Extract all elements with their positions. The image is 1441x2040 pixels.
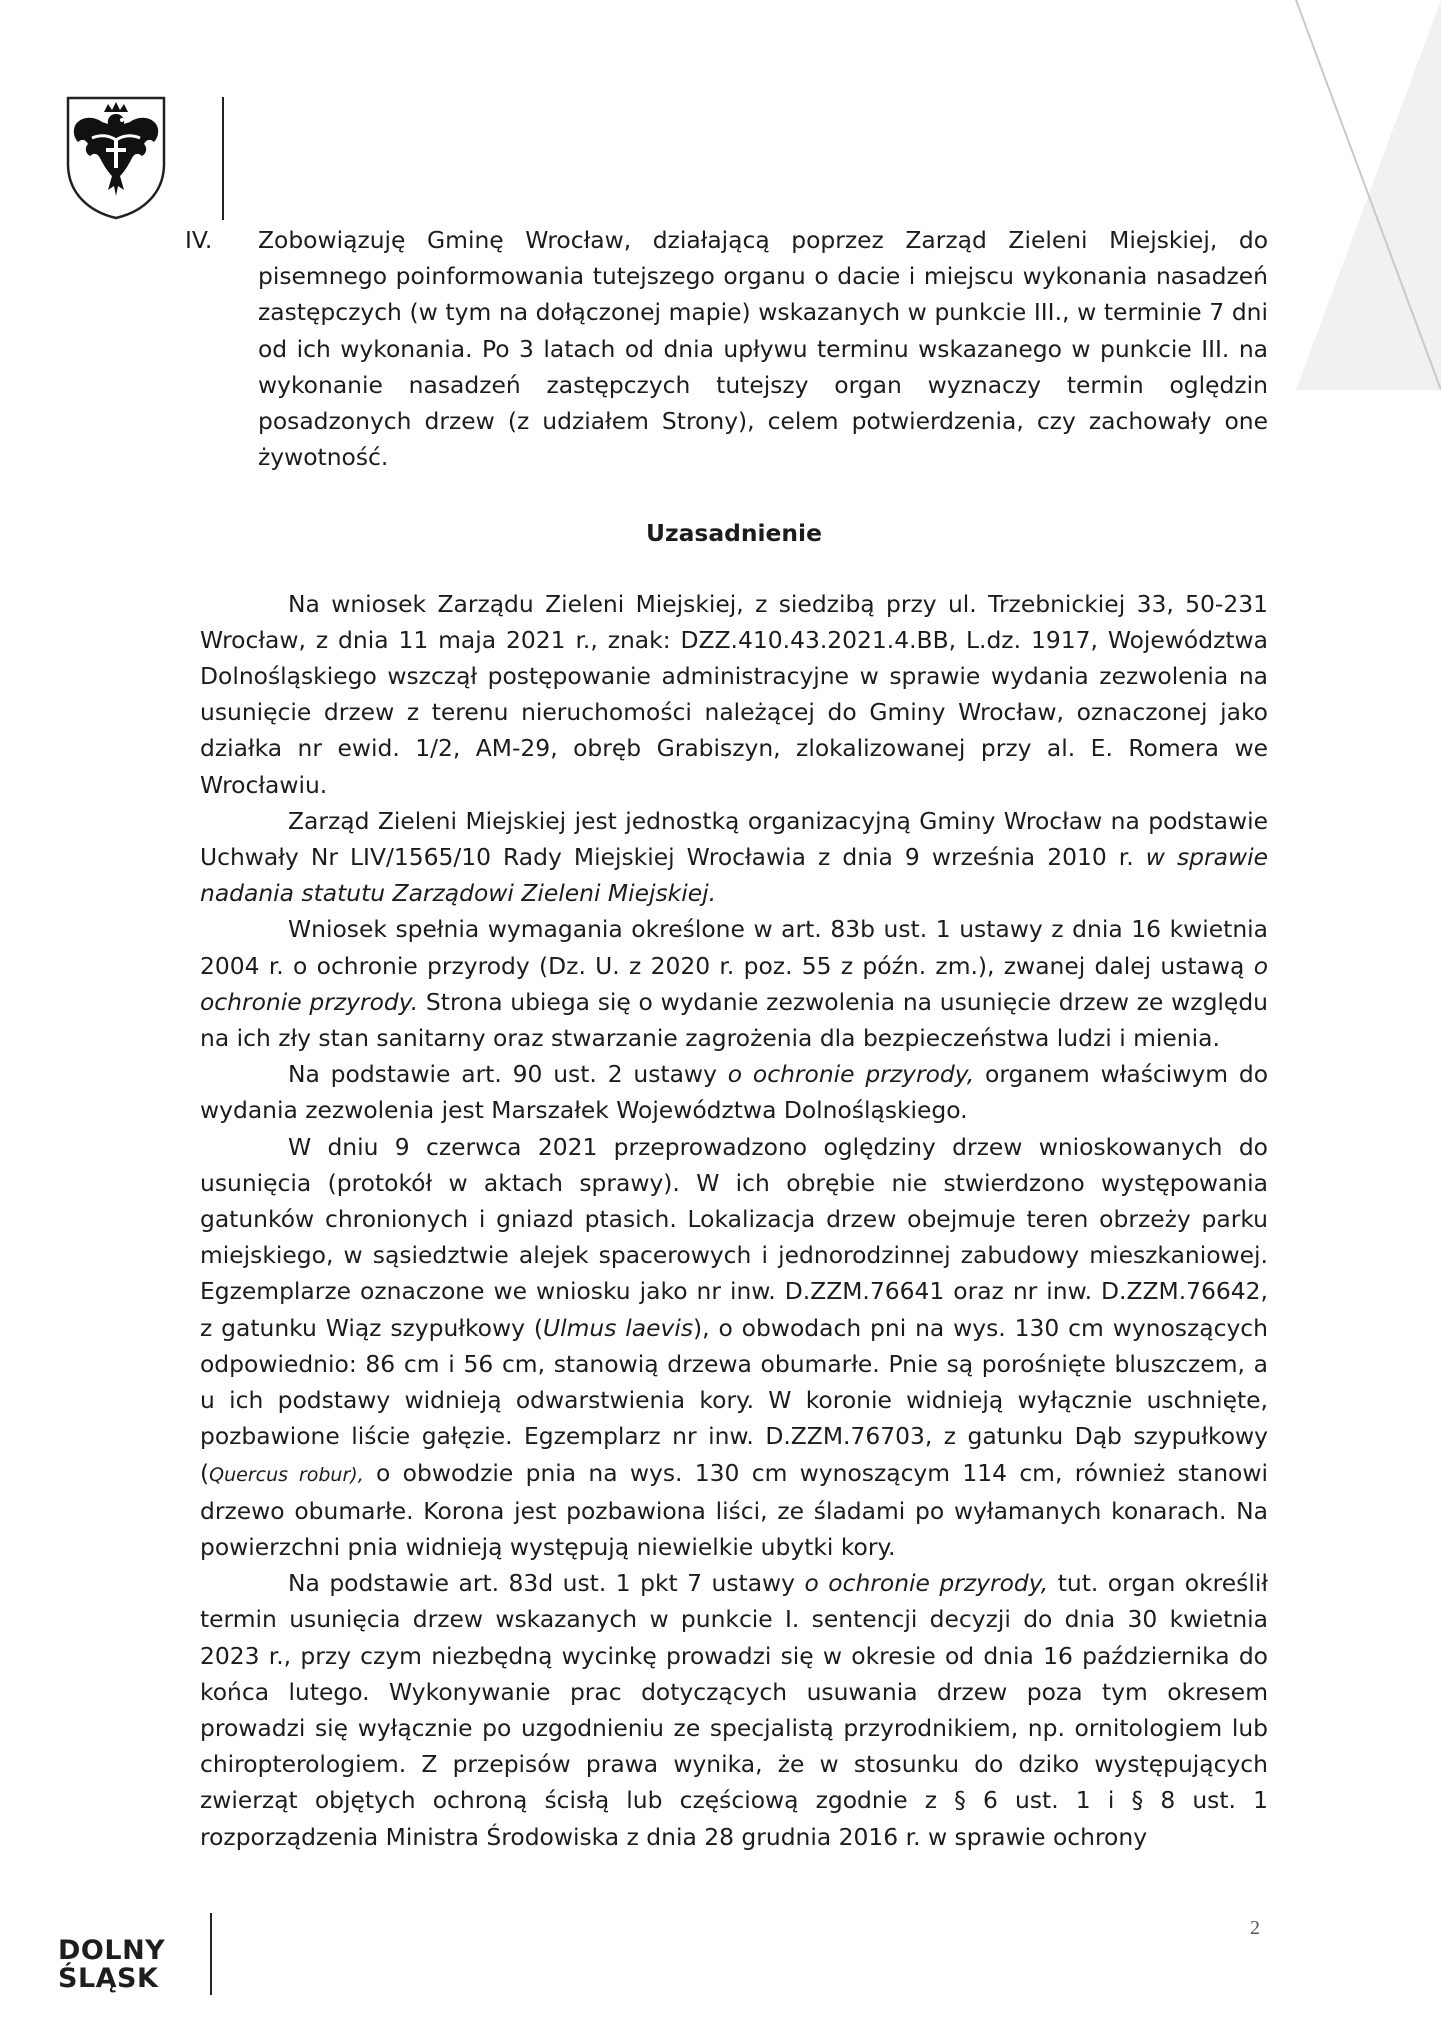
paragraph-5-text-e: o obwodzie pnia na wys. 130 cm wynoszącym 114 cm, również stanowi drzewo obumarłe. Korona jest pozbawiona liści, ze śladami po wyłamanych konarach. Na powierzchni pnia widnieją występują niewielkie ubytki kory. <box>200 1458 1269 1561</box>
paragraph-5-text-a: W dniu 9 czerwca 2021 przeprowadzono oględziny drzew wnioskowanych do usunięcia (protokół w aktach sprawy). W ich obrębie nie stwierdzono występowania gatunków chronionych i gniazd ptasich. Lokalizacja drzew obejmuje teren obrzeży parku miejskiego, w sąsiedztwie alejek spacerowych i jednorodzinnej zabudowy mieszkaniowej. Egzemplarze oznaczone we wniosku jako nr inw. D.ZZM.76641 oraz nr inw. D.ZZM.76642, z gatunku Wiąz szypułkowy ( <box>200 1132 1268 1342</box>
paragraph-1 <box>200 586 1268 803</box>
section-number: IV. <box>185 226 213 254</box>
paragraph-5 <box>200 1129 1268 1565</box>
paragraph-5-italic-ulmus: Ulmus laevis <box>542 1313 694 1342</box>
paragraph-2-italic: w sprawie nadania statutu Zarządowi Zieleni Miejskiej. <box>200 843 1268 908</box>
paragraph-4 <box>200 1056 1268 1128</box>
page-fold-edge <box>1251 0 1441 390</box>
section-iv-text: Zobowiązuję Gminę Wrocław, działającą poprzez Zarząd Zieleni Miejskiej, do pisemnego poinformowania tutejszego organu o dacie i miejscu wykonania nasadzeń zastępczych (w tym na dołączonej mapie) wskazanych w punkcie III., w terminie 7 dni od ich wykonania. Po 3 latach od dnia upływu terminu wskazanego w punkcie III. na wykonanie nasadzeń zastępczych tutejszy organ wyznaczy termin oględzin posadzonych drzew (z udziałem Strony), celem potwierdzenia, czy zachowały one żywotność. <box>258 226 1268 472</box>
paragraph-4-text-a: Na podstawie art. 90 ust. 2 ustawy <box>288 1060 728 1089</box>
brand-line-1: DOLNY <box>58 1935 166 1966</box>
paragraph-2-text: Zarząd Zieleni Miejskiej jest jednostką organizacyjną Gminy Wrocław na podstawie Uchwały Nr LIV/1565/10 Rady Miejskiej Wrocławia z dnia 9 września 2010 r. <box>200 806 1268 872</box>
page-number: 2 <box>1250 1917 1260 1939</box>
paragraph-5-italic-quercus: Quercus robur), <box>209 1463 364 1486</box>
paragraph-1-text: Na wniosek Zarządu Zieleni Miejskiej, z siedzibą przy ul. Trzebnickiej 33, 50-231 Wrocław, z dnia 11 maja 2021 r., znak: DZZ.410.43.2021.4.BB, L.dz. 1917, Województwa Dolnośląskiego wszczął postępowanie administracyjne w sprawie wydania zezwolenia na usunięcie drzew z terenu nieruchomości należącej do Gminy Wrocław, oznaczonej jako działka nr ewid. 1/2, AM-29, obręb Grabiszyn, zlokalizowanej przy al. E. Romera we Wrocławiu. <box>200 589 1268 799</box>
uzasadnienie-heading: Uzasadnienie <box>646 519 822 548</box>
header-vertical-rule <box>222 97 224 220</box>
paragraph-3-text-c: Strona ubiega się o wydanie zezwolenia na usunięcie drzew ze względu na ich zły stan sanitarny oraz stwarzanie zagrożenia dla bezpieczeństwa ludzi i mienia. <box>200 987 1268 1053</box>
paragraph-3 <box>200 911 1268 1056</box>
paragraph-5-text-c: ), o obwodach pni na wys. 130 cm wynoszących odpowiednio: 86 cm i 56 cm, stanowią drzewa obumarłe. Pnie są porośnięte bluszczem, a u ich podstawy widnieją odwarstwienia kory. W koronie widnieją wyłącznie uschnięte, pozbawione liście gałęzie. Egzemplarz nr inw. D.ZZM.76703, z gatunku Dąb szypułkowy ( <box>200 1313 1268 1487</box>
brand-line-2: ŚLĄSK <box>58 1963 159 1994</box>
paragraph-4-text-c: organem właściwym do wydania zezwolenia jest Marszałek Województwa Dolnośląskiego. <box>200 1060 1268 1125</box>
paragraph-3-text-a: Wniosek spełnia wymagania określone w art. 83b ust. 1 ustawy z dnia 16 kwietnia 2004 r. o ochronie przyrody (Dz. U. z 2020 r. poz. 55 z późn. zm.), zwanej dalej ustawą <box>200 915 1268 980</box>
paragraph-6-text-c: tut. organ określił termin usunięcia drzew wskazanych w punkcie I. sentencji decyzji do dnia 30 kwietnia 2023 r., przy czym niezbędną wycinkę prowadzi się w okresie od dnia 16 października do końca lutego. Wykonywanie prac dotyczących usuwania drzew poza tym okresem prowadzi się wyłącznie po uzgodnieniu ze specjalistą przyrodnikiem, np. ornitologiem lub chiropterologiem. Z przepisów prawa wynika, że w stosunku do dziko występujących zwierząt objętych ochroną ścisłą lub częściową zgodnie z § 6 ust. 1 i § 8 ust. 1 rozporządzenia Ministra Środowiska z dnia 28 grudnia 2016 r. w sprawie ochrony <box>200 1569 1268 1851</box>
paragraph-6-text-a: Na podstawie art. 83d ust. 1 pkt 7 ustawy <box>288 1569 805 1598</box>
paragraph-6 <box>200 1565 1268 1855</box>
dolny-slask-logo <box>58 1937 165 1993</box>
document-body <box>185 222 1269 1855</box>
coat-of-arms-eagle-icon <box>64 94 168 220</box>
paragraph-2 <box>200 803 1268 912</box>
footer-vertical-rule <box>210 1913 212 1995</box>
section-iv <box>185 222 1268 475</box>
paragraph-3-italic: o ochronie przyrody. <box>200 951 1268 1016</box>
paragraph-4-italic: o ochronie przyrody, <box>727 1060 975 1089</box>
paragraph-6-italic: o ochronie przyrody, <box>804 1569 1049 1598</box>
